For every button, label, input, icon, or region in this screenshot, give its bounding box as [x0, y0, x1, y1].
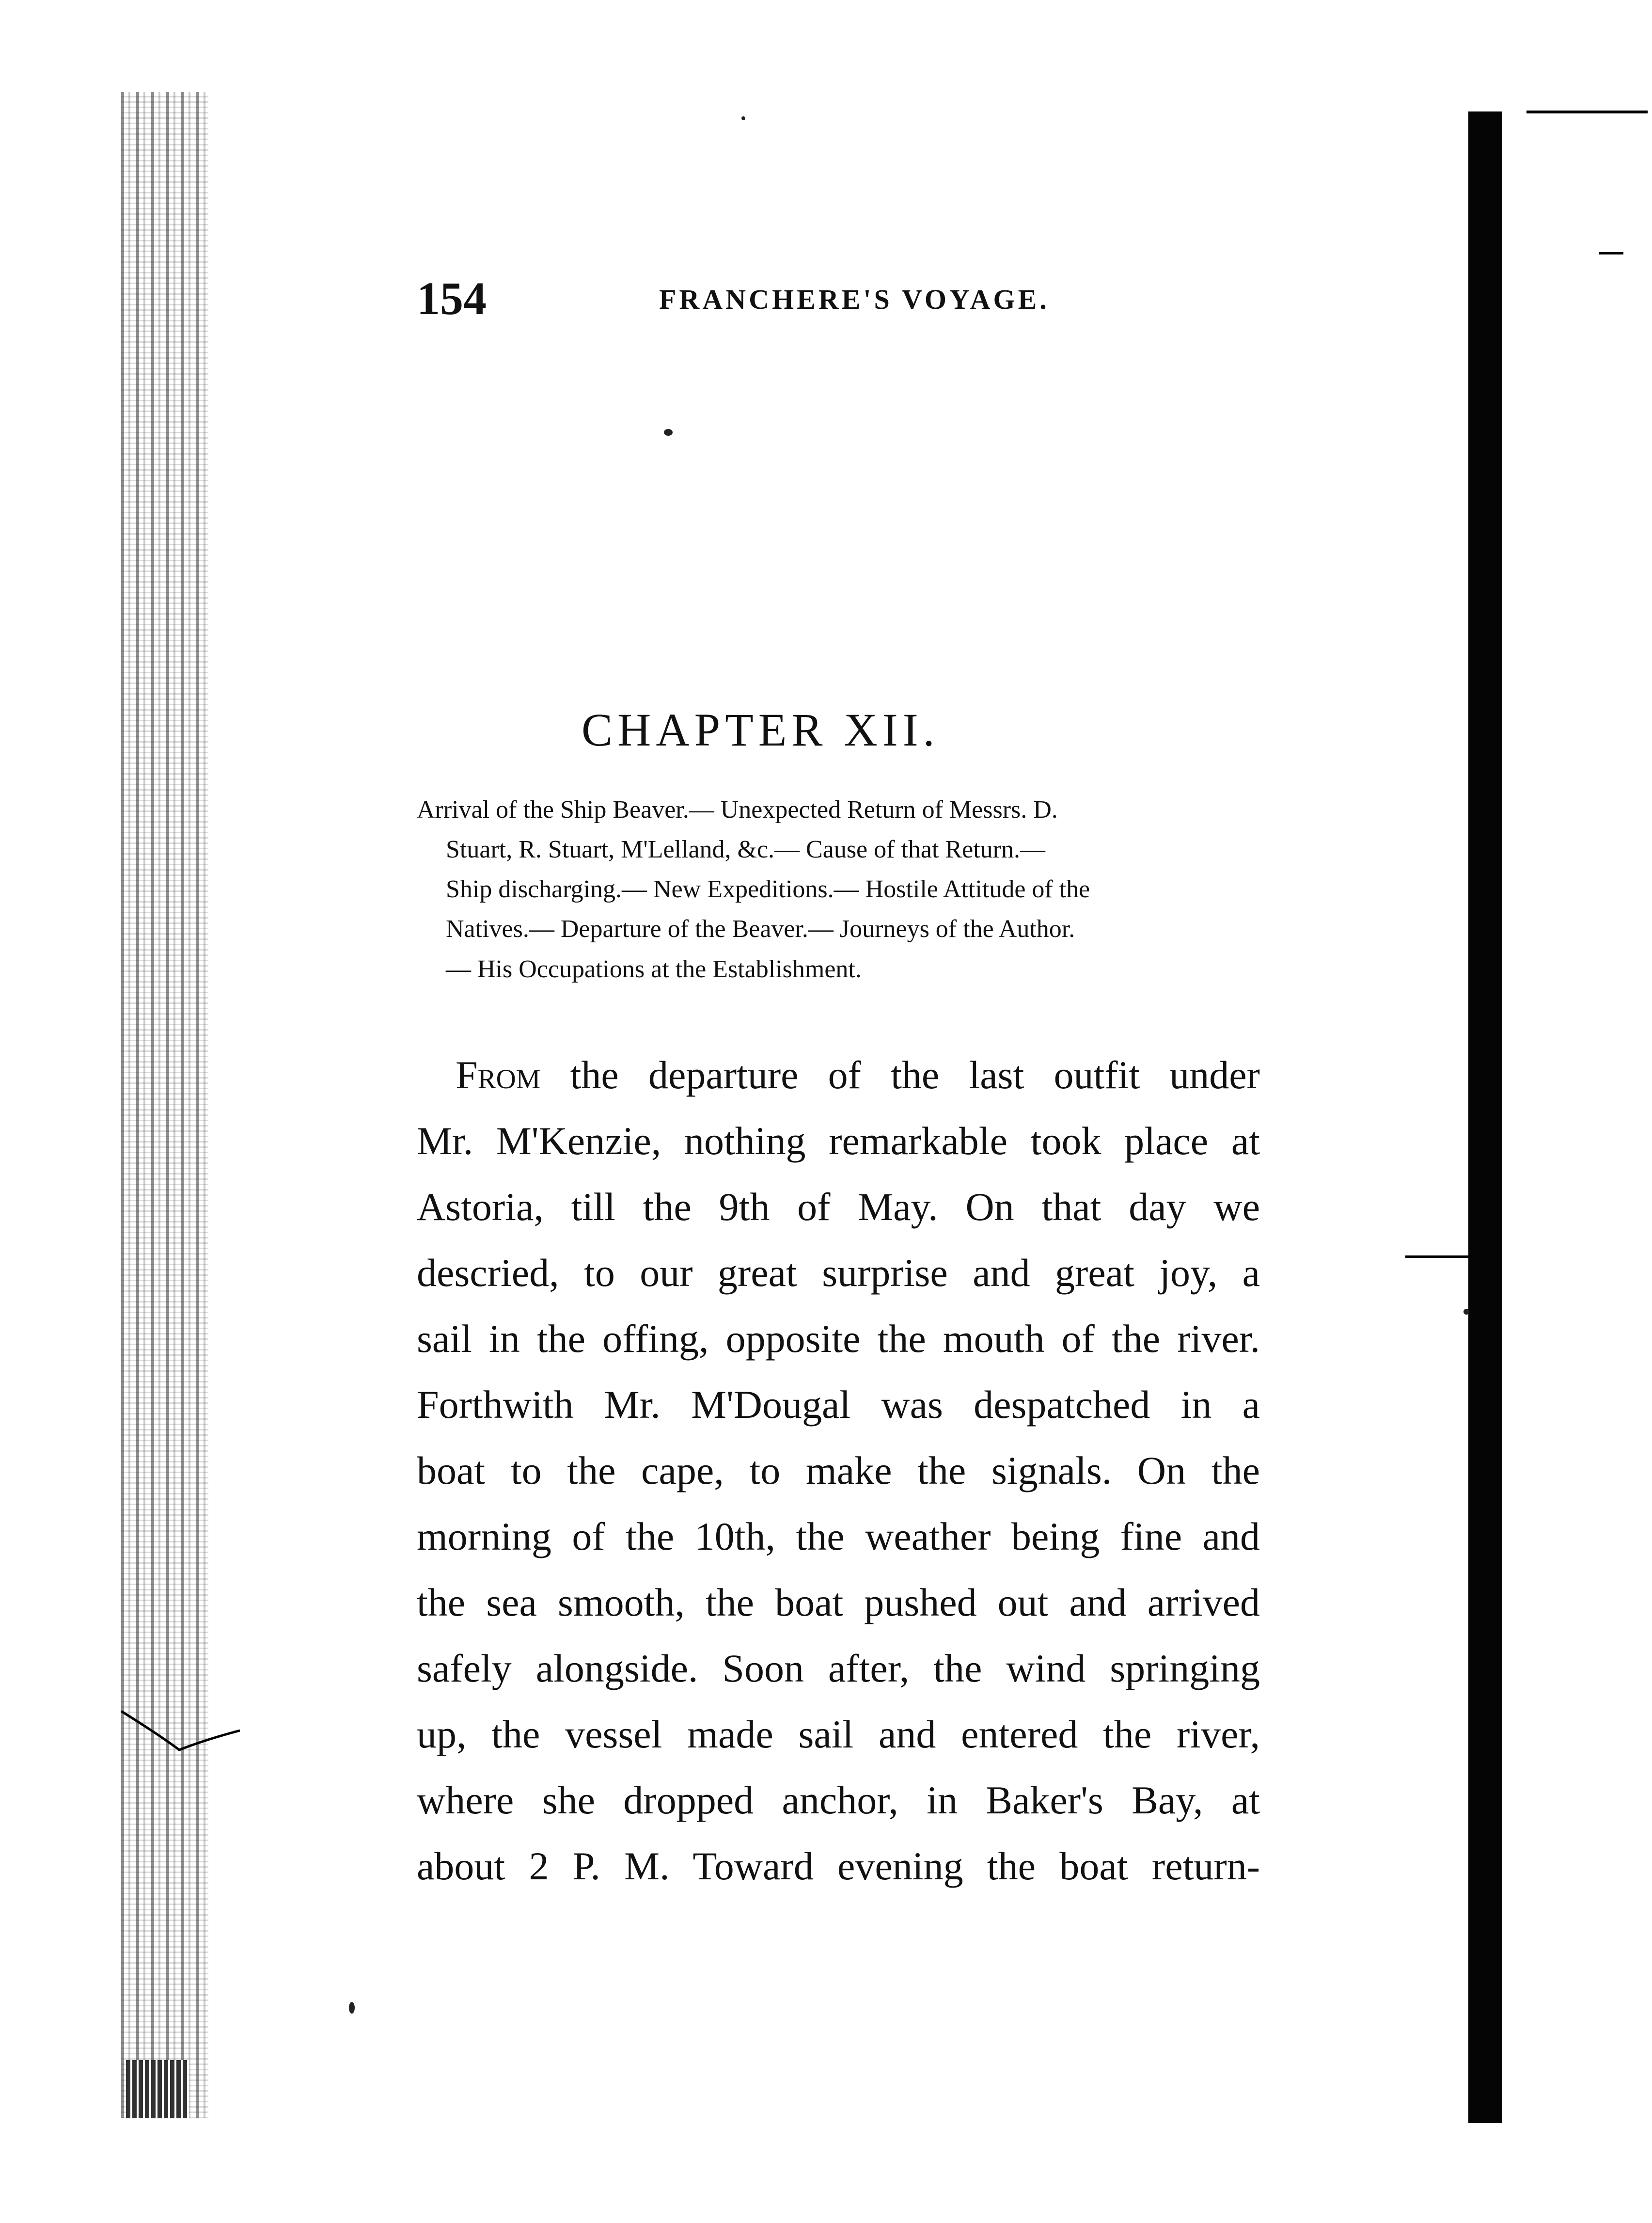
body-line: sail in the offing, opposite the mouth of the river.: [417, 1317, 1260, 1361]
scan-edge-tick: [1405, 1255, 1473, 1258]
chapter-title: CHAPTER XII.: [582, 704, 940, 756]
scan-speck: [664, 429, 673, 436]
body-line: safely alongside. Soon after, the wind springing: [417, 1646, 1260, 1690]
summary-line: — His Occupations at the Establishment.: [446, 955, 862, 983]
scan-edge-left: [121, 92, 208, 2118]
body-line: Astoria, till the 9th of May. On that day we: [417, 1185, 1260, 1229]
page-header: [417, 271, 1260, 330]
body-line: boat to the cape, to make the signals. On the: [417, 1448, 1260, 1493]
first-line-rest: the departure of the last outfit under: [570, 1053, 1260, 1097]
body-line: up, the vessel made sail and entered the river,: [417, 1712, 1260, 1756]
running-head: FRANCHERE'S VOYAGE.: [659, 284, 1050, 315]
margin-pencil-mark: [116, 1692, 242, 1760]
body-line-first: [417, 1042, 1260, 1108]
scan-speck: [1463, 1309, 1469, 1315]
scan-edge-rule: [1526, 111, 1648, 113]
body-text: [417, 1042, 1260, 1899]
summary-line: Natives.— Departure of the Beaver.— Journeys of the Author.: [446, 915, 1075, 943]
summary-line: Ship discharging.— New Expeditions.— Hostile Attitude of the: [446, 875, 1090, 904]
scan-edge-right: [1468, 111, 1502, 2123]
body-line: about 2 P. M. Toward evening the boat return-: [417, 1844, 1260, 1888]
scan-edge-dense-block: [126, 2060, 189, 2118]
scan-edge-tick: [1599, 252, 1623, 254]
body-line: Mr. M'Kenzie, nothing remarkable took place at: [417, 1119, 1260, 1163]
summary-line: Arrival of the Ship Beaver.— Unexpected Return of Messrs. D.: [417, 796, 1058, 824]
drop-word: From: [456, 1053, 541, 1097]
scan-speck: [741, 116, 745, 120]
body-line: morning of the 10th, the weather being fine and: [417, 1514, 1260, 1558]
body-line: descried, to our great surprise and great joy, a: [417, 1251, 1260, 1295]
body-line: the sea smooth, the boat pushed out and arrived: [417, 1580, 1260, 1624]
body-line: Forthwith Mr. M'Dougal was despatched in a: [417, 1382, 1260, 1427]
chapter-summary: [417, 790, 1265, 989]
page-number: 154: [417, 272, 487, 324]
summary-line: Stuart, R. Stuart, M'Lelland, &c.— Cause of that Return.—: [446, 836, 1045, 864]
scan-speck: [349, 2002, 355, 2014]
body-line: where she dropped anchor, in Baker's Bay, at: [417, 1778, 1260, 1822]
